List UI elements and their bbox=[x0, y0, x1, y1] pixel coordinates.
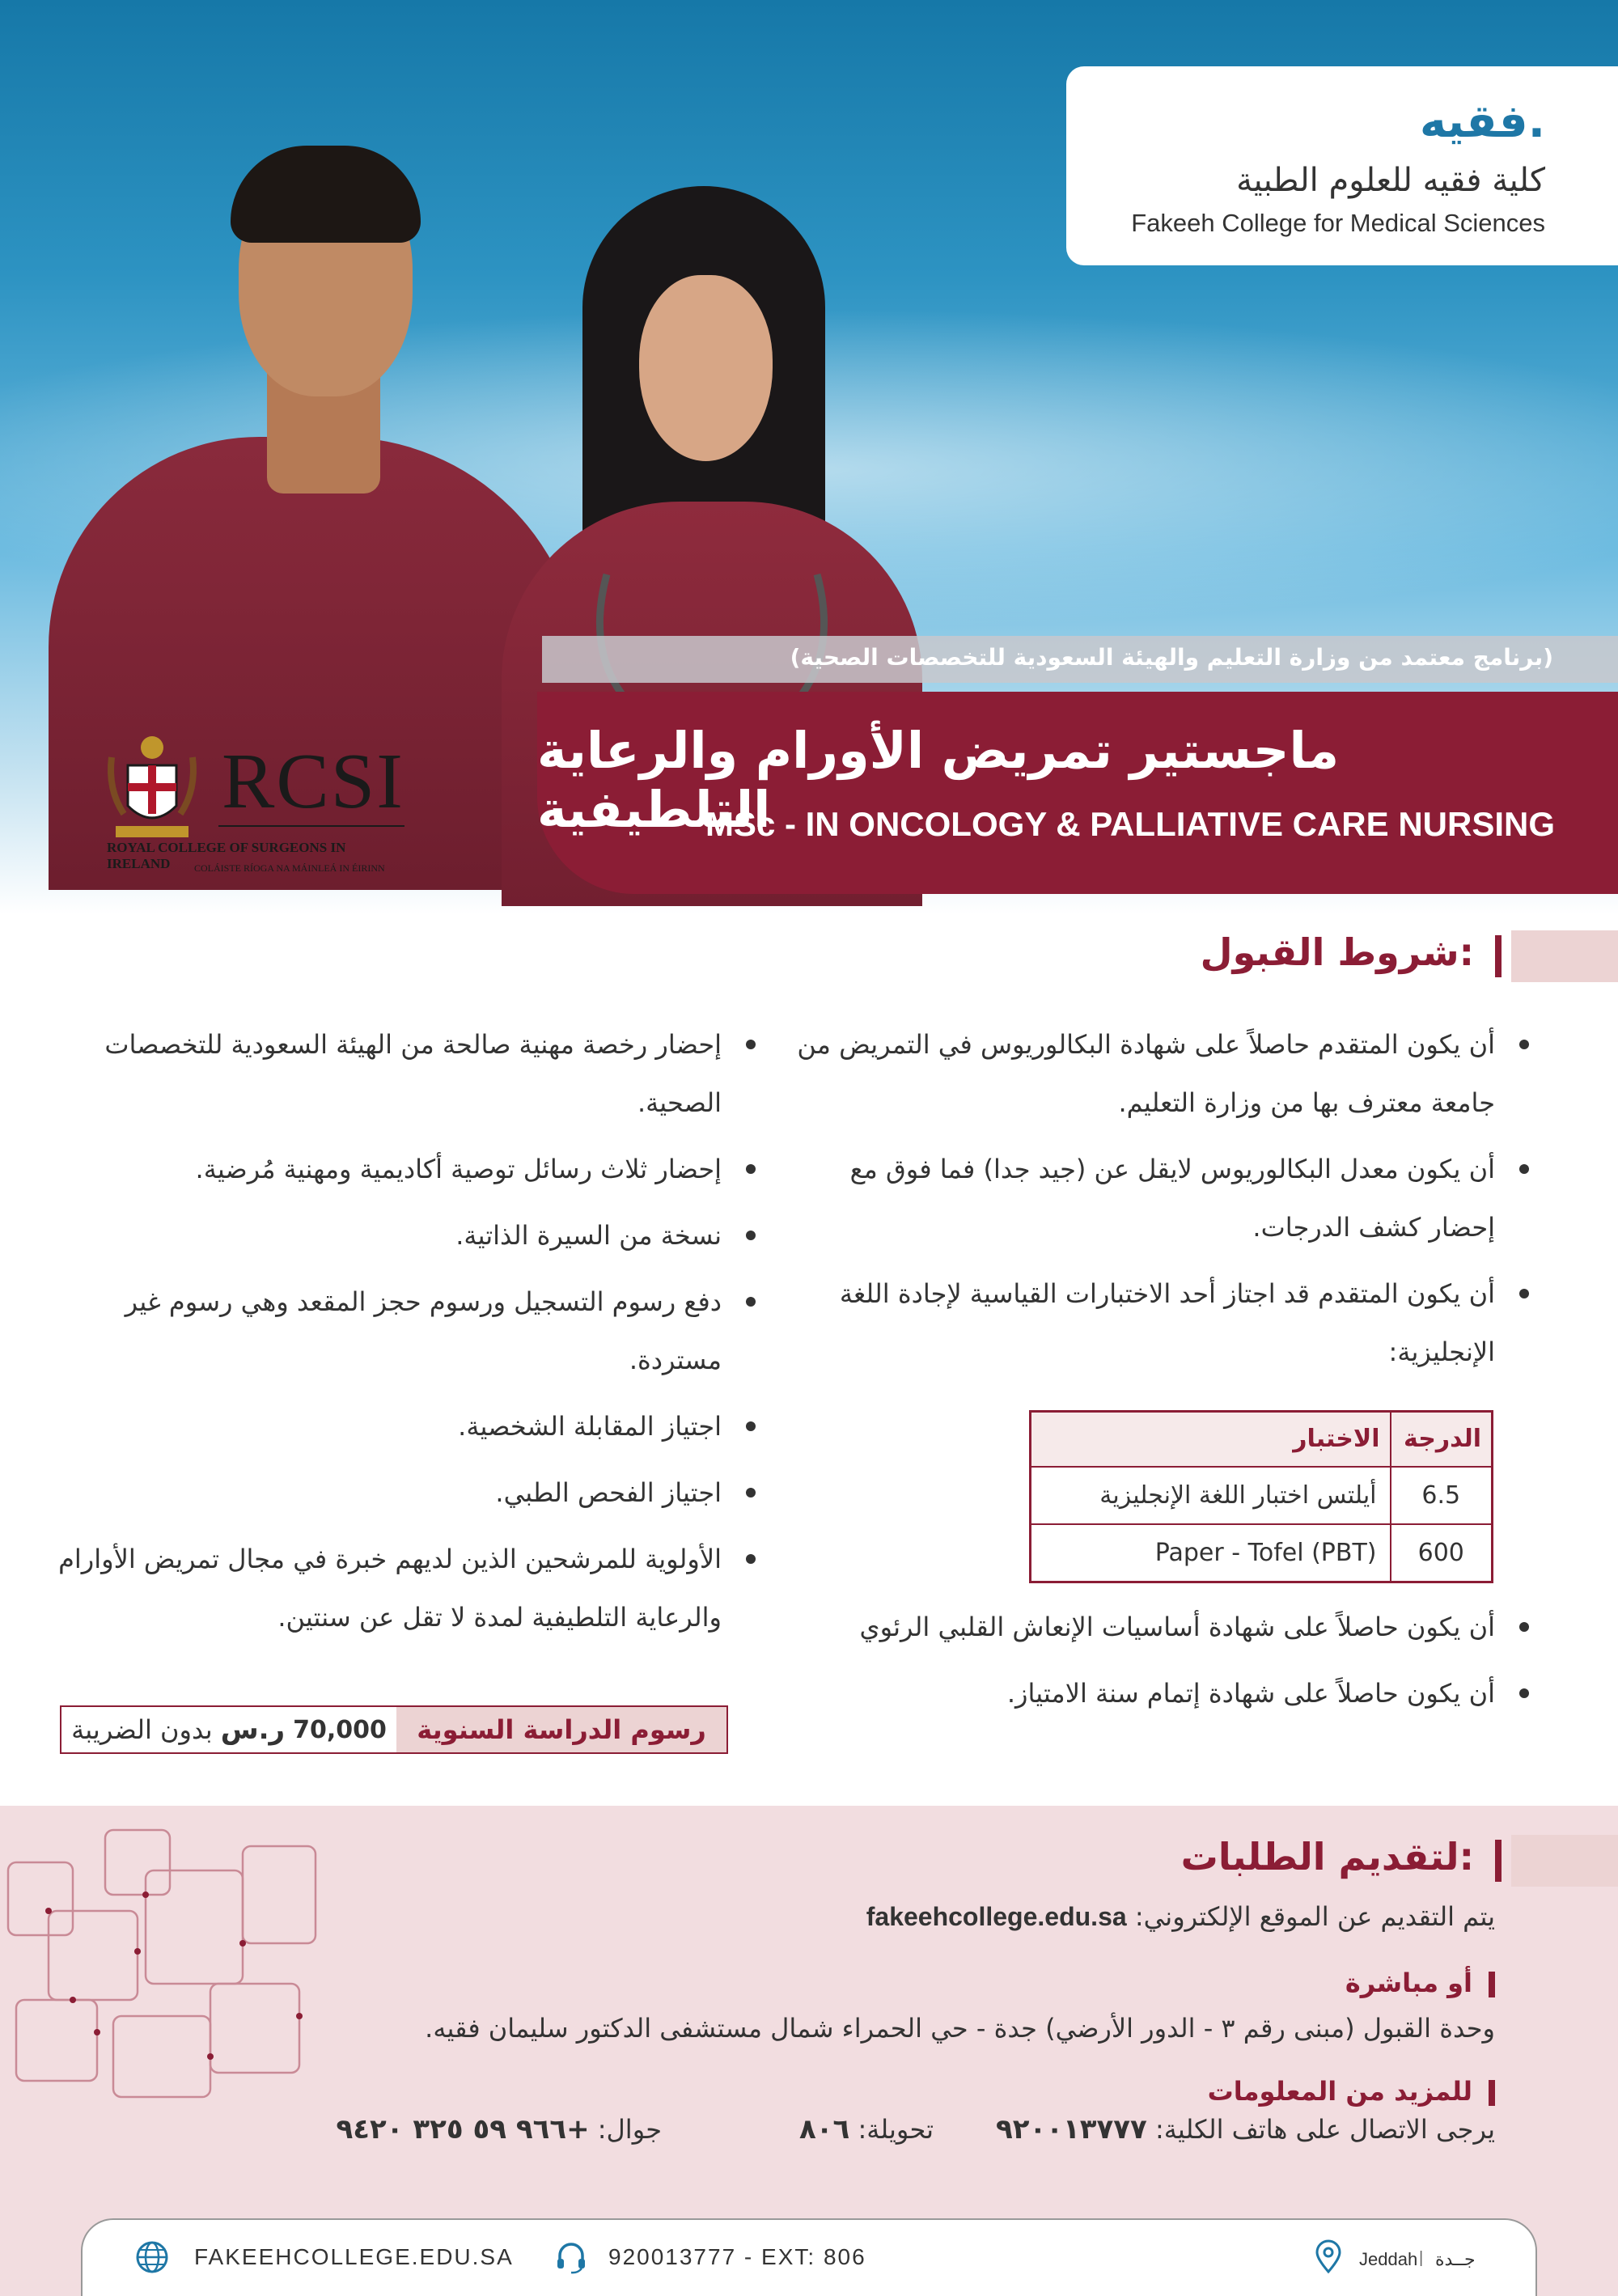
college-phone[interactable]: ٩٢٠٠١٣٧٧٧ bbox=[996, 2113, 1147, 2146]
test-cell: Paper - Tofel (PBT) bbox=[1031, 1524, 1391, 1582]
table-row bbox=[1031, 1467, 1493, 1525]
college-phone-line bbox=[996, 2113, 1495, 2146]
bullet-icon bbox=[746, 1554, 756, 1564]
footer-location-ar: جــدة bbox=[1435, 2249, 1476, 2269]
english-test-table bbox=[1029, 1410, 1493, 1583]
program-title-banner bbox=[537, 692, 1618, 894]
grade-cell: 600 bbox=[1391, 1524, 1493, 1582]
annual-fees-box bbox=[60, 1705, 728, 1754]
rcsi-logo bbox=[104, 720, 411, 882]
requirements-title: شروط القبول: bbox=[1200, 930, 1474, 974]
requirements-right-column bbox=[791, 1015, 1495, 1381]
approval-strip bbox=[542, 636, 1618, 683]
circuit-pattern-icon bbox=[0, 1822, 340, 2113]
list-item: اجتياز الفحص الطبي. bbox=[34, 1464, 722, 1522]
bullet-icon bbox=[1519, 1289, 1529, 1298]
bullet-icon bbox=[746, 1040, 756, 1049]
bullet-icon bbox=[1519, 1164, 1529, 1174]
globe-icon bbox=[134, 2239, 170, 2275]
bullet-icon bbox=[746, 1164, 756, 1174]
heading-tab bbox=[1511, 1835, 1618, 1887]
direct-heading: أو مباشرة bbox=[1345, 1968, 1495, 1998]
phone-label: يرجى الاتصال على هاتف الكلية: bbox=[1154, 2114, 1495, 2145]
heading-bar bbox=[1495, 1840, 1502, 1882]
mobile-line bbox=[337, 2113, 663, 2146]
list-item: اجتياز المقابلة الشخصية. bbox=[34, 1397, 722, 1455]
heading-bar bbox=[1495, 935, 1502, 977]
bullet-icon bbox=[746, 1297, 756, 1307]
website-link[interactable]: fakeehcollege.edu.sa bbox=[866, 1902, 1127, 1931]
application-heading bbox=[981, 1835, 1547, 1887]
mobile-number[interactable]: +٩٦٦ ٥٩ ٣٢٥ ٩٤٢٠ bbox=[336, 2113, 590, 2146]
program-title-en: MSc - IN ONCOLOGY & PALLIATIVE CARE NURSING bbox=[705, 805, 1555, 843]
bullet-icon bbox=[746, 1488, 756, 1497]
footer-location-en: Jeddah bbox=[1359, 2249, 1418, 2269]
list-item: أن يكون المتقدم قد اجتاز أحد الاختبارات القياسية لإجادة اللغة الإنجليزية: bbox=[791, 1264, 1495, 1381]
headset-icon bbox=[553, 2239, 589, 2275]
online-text: يتم التقديم عن الموقع الإلكتروني: bbox=[1134, 1901, 1495, 1932]
requirements-left-column bbox=[34, 1015, 722, 1646]
bullet-icon bbox=[1519, 1622, 1529, 1632]
rcsi-divider bbox=[218, 825, 404, 827]
grade-cell: 6.5 bbox=[1391, 1467, 1493, 1525]
college-logo: فقيه. bbox=[1419, 95, 1545, 148]
college-name-ar: كلية فقيه للعلوم الطبية bbox=[1236, 162, 1545, 199]
bullet-icon bbox=[746, 1231, 756, 1240]
direct-address: وحدة القبول (مبنى رقم ٣ - الدور الأرضي) جدة - حي الحمراء شمال مستشفى الدكتور سليمان فقيه. bbox=[425, 2013, 1495, 2044]
bullet-icon bbox=[746, 1421, 756, 1431]
college-name-en: Fakeeh College for Medical Sciences bbox=[1131, 209, 1545, 237]
program-title-ar: ماجستير تمريض الأورام والرعاية التلطيفية bbox=[537, 721, 1340, 839]
fees-amount: 70,000 bbox=[293, 1715, 387, 1744]
ext-label: تحويلة: bbox=[858, 2114, 934, 2145]
table-header-row bbox=[1031, 1412, 1493, 1467]
location-pin-icon bbox=[1311, 2239, 1346, 2275]
bullet-icon bbox=[1519, 1040, 1529, 1049]
list-item: الأولوية للمرشحين الذين لديهم خبرة في مجال تمريض الأوارام والرعاية التلطيفية لمدة لا تقل عن سنتين. bbox=[34, 1530, 722, 1646]
rcsi-full-name: ROYAL COLLEGE OF SURGEONS IN IRELAND bbox=[107, 840, 346, 871]
female-nurse-face bbox=[639, 275, 773, 461]
footer-website[interactable]: FAKEEHCOLLEGE.EDU.SA bbox=[194, 2244, 514, 2269]
extension-number: ٨٠٦ bbox=[799, 2113, 850, 2146]
list-item: أن يكون حاصلاً على شهادة أساسيات الإنعاش القلبي الرئوي bbox=[767, 1598, 1495, 1656]
requirements-right-column-continued bbox=[767, 1598, 1495, 1722]
test-header: الاختبار bbox=[1031, 1412, 1391, 1467]
rcsi-irish-name: COLÁISTE RÍOGA NA MÁINLEÁ IN ÉIRINN bbox=[194, 862, 385, 874]
list-item: دفع رسوم التسجيل ورسوم حجز المقعد وهي رسوم غير مستردة. bbox=[34, 1273, 722, 1389]
requirements-heading bbox=[1061, 930, 1547, 982]
extension-line bbox=[799, 2113, 934, 2146]
fees-amount-group bbox=[61, 1707, 396, 1752]
heading-tab bbox=[1511, 930, 1618, 982]
list-item: إحضار رخصة مهنية صالحة من الهيئة السعودية للتخصصات الصحية. bbox=[34, 1015, 722, 1132]
list-item: أن يكون المتقدم حاصلاً على شهادة البكالوريوس في التمريض من جامعة معترف بها من وزارة التعليم. bbox=[791, 1015, 1495, 1132]
college-logo-card[interactable] bbox=[1066, 66, 1618, 265]
heading-bar bbox=[1489, 2080, 1495, 2106]
list-item: نسخة من السيرة الذاتية. bbox=[34, 1206, 722, 1264]
grade-header: الدرجة bbox=[1391, 1412, 1493, 1467]
footer-phone[interactable]: 920013777 - EXT: 806 bbox=[608, 2244, 866, 2269]
approval-note: (برنامج معتمد من وزارة التعليم والهيئة السعودية للتخصصات الصحية) bbox=[790, 644, 1553, 671]
riyal-icon: ر.س bbox=[220, 1714, 286, 1746]
list-item: أن يكون حاصلاً على شهادة إتمام سنة الامتياز. bbox=[767, 1664, 1495, 1722]
bullet-icon bbox=[1519, 1688, 1529, 1698]
mobile-label: جوال: bbox=[597, 2114, 662, 2145]
online-application-line bbox=[866, 1901, 1495, 1932]
fees-label: رسوم الدراسة السنوية bbox=[396, 1707, 726, 1752]
list-item: إحضار ثلاث رسائل توصية أكاديمية ومهنية مُرضية. bbox=[34, 1140, 722, 1198]
application-title: لتقديم الطلبات: bbox=[1180, 1835, 1474, 1879]
test-cell: أيلتس اختبار اللغة الإنجليزية bbox=[1031, 1467, 1391, 1525]
list-item: أن يكون معدل البكالوريوس لايقل عن (جيد جدا) فما فوق مع إحضار كشف الدرجات. bbox=[791, 1140, 1495, 1256]
rcsi-wordmark: RCSI bbox=[222, 738, 404, 825]
footer-bar bbox=[81, 2218, 1537, 2296]
fees-note: بدون الضريبة bbox=[71, 1714, 213, 1745]
table-row bbox=[1031, 1524, 1493, 1582]
footer-separator: | bbox=[1419, 2249, 1424, 2267]
heading-bar bbox=[1489, 1972, 1495, 1997]
male-nurse-hair bbox=[231, 146, 421, 243]
info-heading: للمزيد من المعلومات bbox=[1208, 2076, 1495, 2107]
rcsi-crest-icon bbox=[104, 725, 201, 846]
